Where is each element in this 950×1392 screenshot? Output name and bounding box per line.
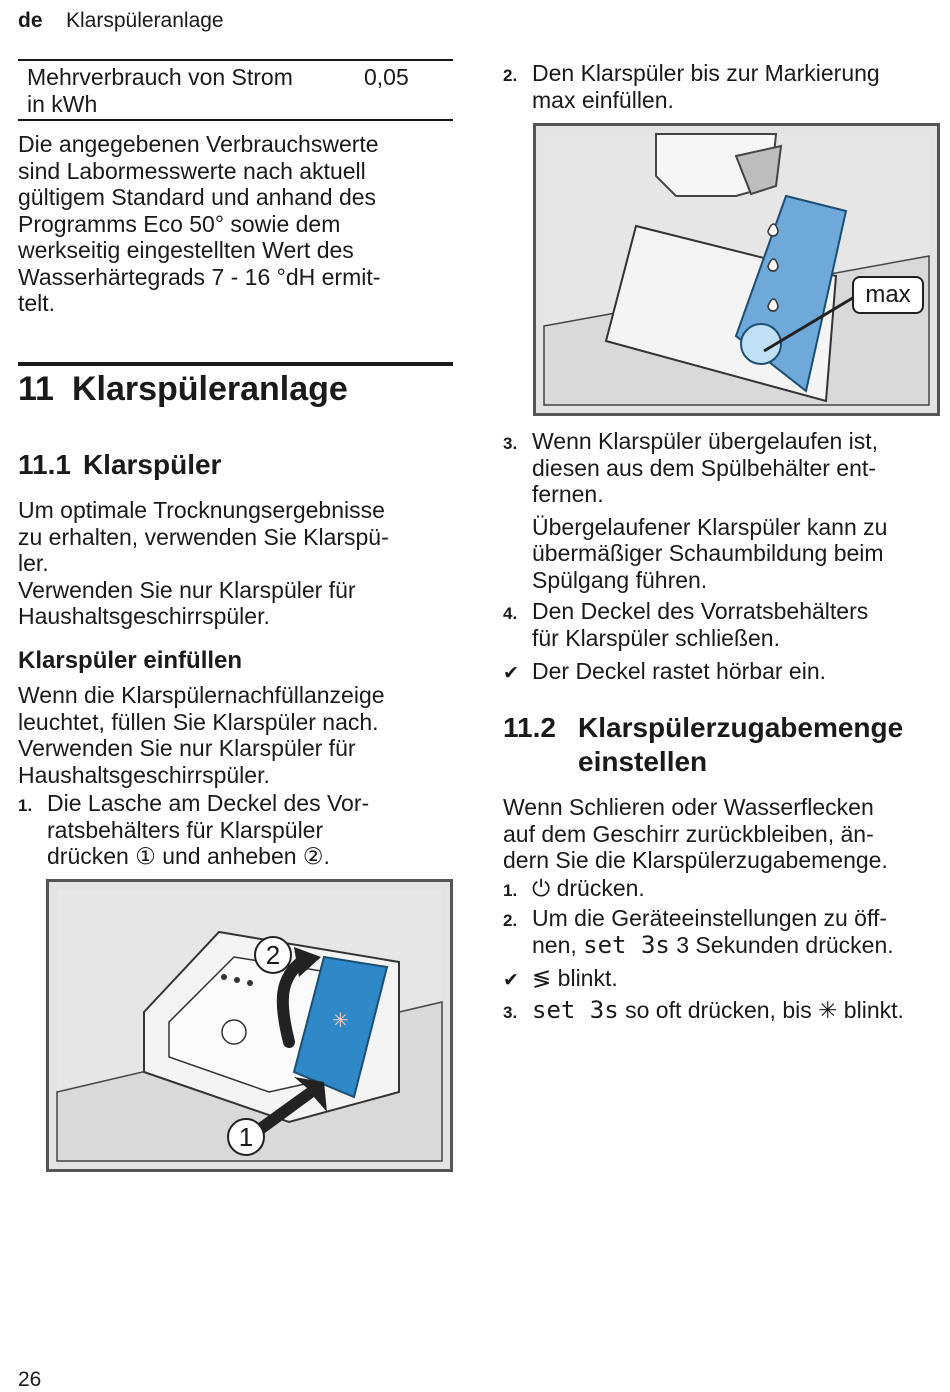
step-line: für Klarspüler schließen. bbox=[532, 624, 780, 651]
max-label bbox=[852, 276, 924, 314]
table-top-rule bbox=[18, 59, 453, 61]
note-line: Die angegebenen Verbrauchswerte bbox=[18, 131, 379, 157]
intro-line: ler. bbox=[18, 550, 49, 576]
step-text: 3 Sekunden drücken. bbox=[669, 931, 894, 958]
intro-line: Um optimale Trocknungsergebnisse bbox=[18, 497, 385, 523]
chapter-rule bbox=[18, 362, 453, 366]
step-note-line: Spülgang führen. bbox=[532, 566, 708, 593]
s2-step-2 bbox=[503, 905, 894, 959]
section-title-line2: einstellen bbox=[578, 746, 708, 777]
check-icon: ✔ bbox=[503, 970, 519, 991]
step-note-line: übermäßiger Schaumbildung beim bbox=[532, 540, 884, 566]
s2-step-1 bbox=[503, 875, 645, 905]
header-language: de bbox=[18, 9, 43, 32]
step-line: Wenn Klarspüler übergelaufen ist, bbox=[532, 428, 879, 454]
callout-2 bbox=[254, 936, 292, 974]
step-number: 1. bbox=[503, 881, 518, 900]
table-value: 0,05 bbox=[364, 64, 409, 90]
step-text: drücken. bbox=[550, 875, 645, 901]
section-heading-2 bbox=[503, 711, 903, 779]
section2-line: auf dem Geschirr zurückbleiben, än- bbox=[503, 820, 874, 847]
step-number: 2. bbox=[503, 911, 518, 930]
chapter-title: Klarspüleranlage bbox=[71, 370, 348, 408]
step-line: Die Lasche am Deckel des Vor- bbox=[47, 790, 370, 816]
dispenser-illustration-2 bbox=[536, 126, 937, 413]
set-3s-button-label: set 3s bbox=[532, 996, 619, 1024]
step-number: 3. bbox=[503, 434, 518, 453]
s2-step-3 bbox=[503, 997, 904, 1027]
table-label-line: in kWh bbox=[27, 90, 98, 117]
step-line: ratsbehälters für Klarspüler bbox=[47, 816, 324, 843]
step-number: 2. bbox=[503, 66, 518, 85]
subheading: Klarspüler einfüllen bbox=[18, 647, 243, 674]
result-2 bbox=[503, 965, 618, 995]
section-heading bbox=[18, 449, 221, 481]
section2-line: Wenn Schlieren oder Wasserflecken bbox=[503, 794, 874, 820]
step-1 bbox=[18, 790, 370, 869]
step-line: Den Klarspüler bis zur Markierung bbox=[532, 60, 880, 86]
power-icon: ⏻ bbox=[532, 875, 551, 901]
step-text: so oft drücken, bis bbox=[618, 997, 819, 1023]
callout-1-label: 1 bbox=[238, 1122, 254, 1152]
result-1 bbox=[503, 658, 826, 688]
step-number: 1. bbox=[18, 796, 33, 815]
table-label-line: Mehrverbrauch von Strom bbox=[27, 64, 293, 90]
note-line: gültigem Standard und anhand des bbox=[18, 184, 377, 210]
intro-line: Verwenden Sie nur Klarspüler für bbox=[18, 576, 356, 603]
callout-2-label: 2 bbox=[265, 940, 281, 970]
fill-line: Wenn die Klarspülernachfüllanzeige bbox=[18, 682, 385, 708]
fill-line: Verwenden Sie nur Klarspüler für bbox=[18, 735, 356, 761]
step-number: 4. bbox=[503, 604, 518, 623]
intro-line: zu erhalten, verwenden Sie Klarspü- bbox=[18, 523, 389, 550]
section-intro bbox=[18, 497, 389, 630]
step-2 bbox=[503, 60, 880, 113]
consumption-note bbox=[18, 131, 380, 317]
section-title: Klarspüler bbox=[82, 449, 222, 480]
fill-line: leuchtet, füllen Sie Klarspüler nach. bbox=[18, 708, 379, 735]
note-line: telt. bbox=[18, 290, 56, 316]
step-line: fernen. bbox=[532, 481, 604, 507]
section-title-line1: Klarspülerzugabemenge bbox=[578, 712, 904, 743]
header-title: Klarspüleranlage bbox=[66, 9, 224, 32]
callout-1 bbox=[227, 1118, 265, 1156]
section-number: 11.1 bbox=[18, 449, 71, 480]
step-text: blinkt. bbox=[837, 997, 904, 1023]
note-line: werkseitig eingestellten Wert des bbox=[18, 237, 354, 263]
step-line: max einfüllen. bbox=[532, 86, 674, 113]
check-icon: ✔ bbox=[503, 663, 519, 684]
figure-open-lid bbox=[46, 879, 453, 1172]
step-line: Um die Geräteeinstellungen zu öff- bbox=[532, 905, 887, 931]
result-text: blinkt. bbox=[551, 965, 618, 991]
set-3s-button-label: set 3s bbox=[583, 930, 670, 959]
settings-symbol-icon: ≶ bbox=[532, 965, 552, 991]
section-number: 11.2 bbox=[503, 712, 556, 743]
step-note-line: Übergelaufener Klarspüler kann zu bbox=[532, 513, 888, 540]
note-line: sind Labormesswerte nach aktuell bbox=[18, 157, 366, 184]
svg-text:✳: ✳ bbox=[332, 1008, 349, 1032]
step-4 bbox=[503, 598, 869, 651]
note-line: Programms Eco 50° sowie dem bbox=[18, 210, 341, 237]
section2-line: dern Sie die Klarspülerzugabemenge. bbox=[503, 847, 888, 873]
page-number: 26 bbox=[18, 1368, 42, 1391]
step-text: nen, bbox=[532, 931, 584, 958]
fill-paragraph bbox=[18, 682, 385, 788]
note-line: Wasserhärtegrads 7 - 16 °dH ermit- bbox=[18, 263, 381, 290]
fill-line: Haushaltsgeschirrspüler. bbox=[18, 761, 270, 788]
chapter-heading bbox=[18, 370, 348, 409]
figure-fill-max bbox=[533, 123, 940, 416]
step-line: Den Deckel des Vorratsbehälters bbox=[532, 598, 869, 624]
table-label bbox=[27, 64, 293, 117]
result-text: Der Deckel rastet hörbar ein. bbox=[532, 658, 827, 684]
max-label-text: max bbox=[865, 281, 911, 308]
step-number: 3. bbox=[503, 1003, 518, 1022]
table-bottom-rule bbox=[18, 119, 453, 121]
chapter-number: 11 bbox=[18, 370, 54, 408]
step-3 bbox=[503, 428, 888, 593]
step-line: drücken ① und anheben ②. bbox=[47, 843, 330, 869]
rinse-aid-icon: ✳ bbox=[818, 997, 838, 1023]
section2-paragraph bbox=[503, 794, 888, 874]
intro-line: Haushaltsgeschirrspüler. bbox=[18, 603, 270, 629]
step-line: diesen aus dem Spülbehälter ent- bbox=[532, 454, 876, 481]
